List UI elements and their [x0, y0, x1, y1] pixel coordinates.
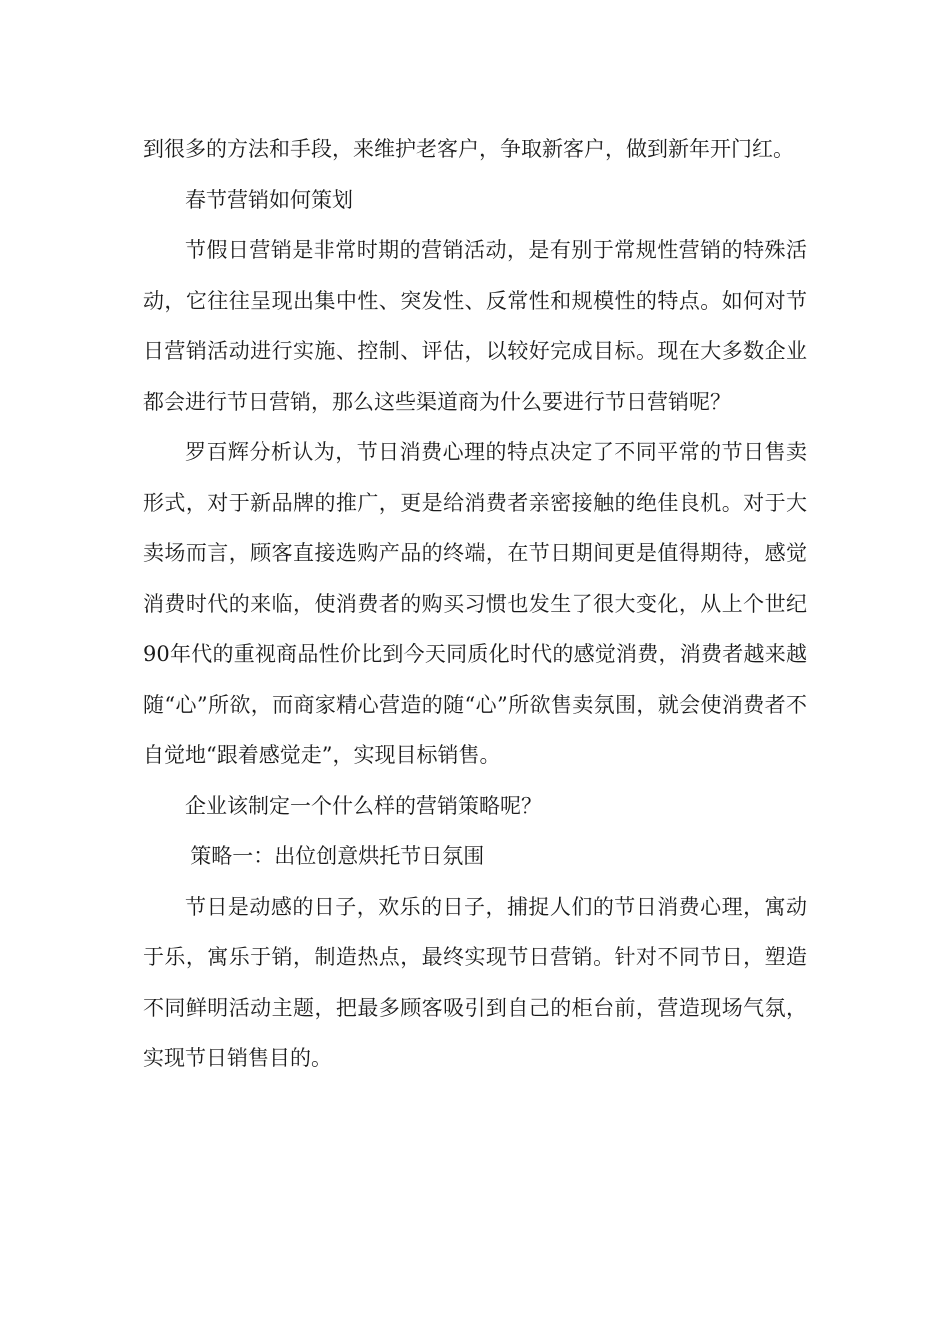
paragraph-holiday-marketing: 节假日营销是非常时期的营销活动，是有别于常规性营销的特殊活动，它往往呈现出集中性、突发性、反常性和规模性的特点。如何对节日营销活动进行实施、控制、评估，以较好完成目标。现在大多数企业都会进行节日营销，那么这些渠道商为什么要进行节日营销呢？: [143, 238, 807, 414]
paragraph-analysis: 罗百辉分析认为，节日消费心理的特点决定了不同平常的节日售卖形式，对于新品牌的推广，更是给消费者亲密接触的绝佳良机。对于大卖场而言，顾客直接选购产品的终端，在节日期间更是值得期待，感觉消费时代的来临，使消费者的购买习惯也发生了很大变化，从上个世纪90年代的重视商品性价比到今天同质化时代的感觉消费，消费者越来越随“心”所欲，而商家精心营造的随“心”所欲售卖氛围，就会使消费者不自觉地“跟着感觉走”，实现目标销售。: [143, 440, 807, 767]
paragraph-strategy-one: 节日是动感的日子，欢乐的日子，捕捉人们的节日消费心理，寓动于乐，寓乐于销，制造热点，最终实现节日营销。针对不同节日，塑造不同鲜明活动主题，把最多顾客吸引到自己的柜台前，营造现场气氛，实现节日销售目的。: [143, 894, 807, 1070]
question-line: 企业该制定一个什么样的营销策略呢？: [185, 793, 542, 818]
paragraph-continuation: 到很多的方法和手段，来维护老客户，争取新客户，做到新年开门红。: [143, 137, 794, 161]
document-body: [143, 124, 807, 1084]
strategy-heading: 策略一：出位创意烘托节日氛围: [190, 844, 485, 868]
section-heading: 春节营销如何策划: [185, 187, 353, 212]
